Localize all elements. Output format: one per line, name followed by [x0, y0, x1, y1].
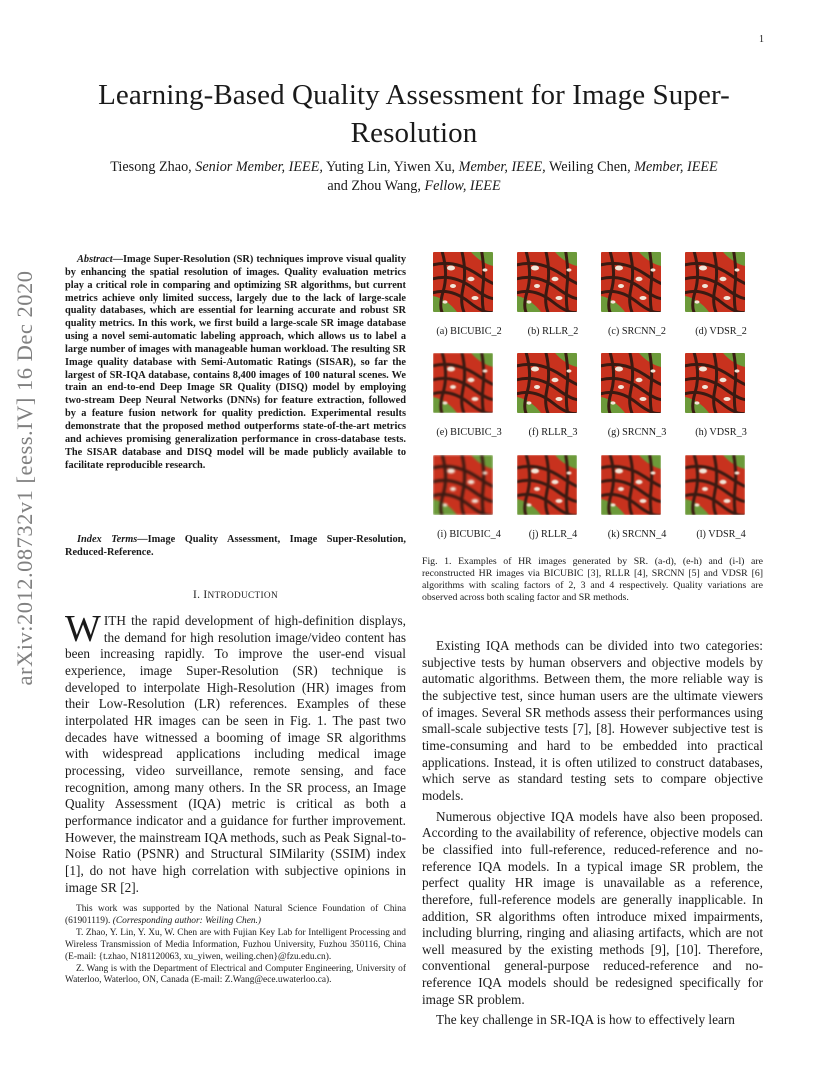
subfigure-label: (k) SRCNN_4: [607, 529, 667, 540]
author-name: Yuting Lin,: [325, 159, 391, 175]
index-terms-text: —Image Quality Assessment, Image Super-Resolution, Reduced-Reference.: [65, 534, 406, 558]
butterfly-wing-image: [685, 353, 745, 413]
figure-subimage: [512, 252, 594, 337]
author-name: and Zhou Wang,: [327, 178, 421, 194]
figure-row: [428, 353, 768, 443]
figure-row: [428, 252, 768, 342]
figure-row: [428, 455, 768, 545]
figure-subimage: [428, 252, 510, 337]
butterfly-wing-image: [517, 455, 577, 515]
subfigure-label: (b) RLLR_2: [527, 326, 579, 337]
author-role: Member, IEEE: [634, 159, 718, 175]
section-title-rest: NTRODUCTION: [207, 591, 278, 601]
author-name: Tiesong Zhao,: [110, 159, 192, 175]
figure-subimage: [596, 353, 678, 438]
page-number: 1: [759, 34, 764, 45]
paragraph: Existing IQA methods can be divided into two categories: subjective tests by human observers and objective models by automatic algorithms. Between them, the more reliable way is the subjective test, since human users are the ultimate viewers of images. Several SR methods assess their performances using small-scale subjective tests [7], [8]. However subjective test is time-consuming and hard to be embedded into practical applications. Instead, it is often utilized to construct databases, which serve as standard testing sets to compare objective models.: [422, 638, 763, 803]
index-terms-label: Index Terms: [77, 534, 138, 545]
butterfly-wing-image: [517, 252, 577, 312]
figure-subimage: [512, 353, 594, 438]
butterfly-wing-image: [601, 353, 661, 413]
author-name: Yiwen Xu,: [393, 159, 456, 175]
subfigure-label: (h) VDSR_3: [695, 427, 747, 438]
butterfly-wing-image: [433, 353, 493, 413]
butterfly-wing-image: [601, 455, 661, 515]
paper-title: Learning-Based Quality Assessment for Image Super-Resolution: [98, 79, 730, 149]
butterfly-wing-image: [601, 252, 661, 312]
footnote-affiliation-1: T. Zhao, Y. Lin, Y. Xu, W. Chen are with Fujian Key Lab for Intelligent Processing and Wireless Transmission of Media Information, Fuzhou University, Fuzhou 350116, China (E-mail: {t.zhao, N181120063, xu_yiwen, weiling.chen}@fzu.edu.cn).: [65, 927, 406, 962]
author-role: Senior Member, IEEE,: [195, 159, 323, 175]
subfigure-label: (i) BICUBIC_4: [437, 529, 501, 540]
abstract: [65, 254, 406, 472]
arxiv-stamp: [2, 270, 48, 686]
author-list: [60, 158, 768, 196]
figure-subimage: [680, 252, 762, 337]
abstract-label: Abstract: [77, 254, 113, 265]
paragraph: Numerous objective IQA models have also been proposed. According to the availability of reference, objective models can be classified into full-reference, reduced-reference and no-reference IQA models. In a typical image SR problem, the perfect quality HR image is unavailable as a reference, therefore, full-reference models are generally inapplicable. In addition, SR algorithms often introduce mixed impairments, including blurring, ringing and aliasing artifacts, which are not well measured by the existing methods [9], [10]. Therefore, conventional general-purpose reduced-reference and no-reference IQA models should be redesigned specifically for image SR problem.: [422, 808, 763, 1007]
footnotes: [65, 904, 406, 987]
butterfly-wing-image: [685, 455, 745, 515]
figure-subimage: [428, 353, 510, 438]
subfigure-label: (l) VDSR_4: [696, 529, 746, 540]
section-heading: [65, 589, 406, 601]
subfigure-label: (g) SRCNN_3: [607, 427, 667, 438]
figure-subimage: [680, 353, 762, 438]
subfigure-label: (f) RLLR_3: [528, 427, 578, 438]
figure-1: [428, 252, 768, 548]
footnote-funding-text: This work was supported by the National Natural Science Foundation of China (61901119).: [65, 904, 406, 926]
figure-subimage: [680, 455, 762, 540]
arxiv-id-text: arXiv:2012.08732v1 [eess.IV] 16 Dec 2020: [12, 270, 37, 686]
paragraph: The key challenge in SR-IQA is how to effectively learn: [436, 1012, 735, 1028]
author-role: Fellow, IEEE: [424, 178, 501, 194]
subfigure-label: (a) BICUBIC_2: [436, 326, 502, 337]
author-role: Member, IEEE,: [458, 159, 546, 175]
index-terms: [65, 534, 406, 560]
butterfly-wing-image: [433, 252, 493, 312]
footnote-funding: [65, 904, 406, 928]
subfigure-label: (c) SRCNN_2: [607, 326, 666, 337]
figure-subimage: [512, 455, 594, 540]
subfigure-label: (d) VDSR_2: [695, 326, 747, 337]
figure-caption: Fig. 1. Examples of HR images generated by SR. (a-d), (e-h) and (i-l) are reconstructed HR images via BICUBIC [3], RLLR [4], SRCNN [5] and VDSR [6] algorithms with scaling factors of 2, 3 and 4 respectively. Quality variations are observed across both scaling factor and SR methods.: [422, 556, 763, 603]
intro-text: ITH the rapid development of high-definition displays, the demand for high resolution image/video content has been increasing rapidly. To improve the user-end visual experience, image Super-Resolution (SR) technique is developed to interpolate High-Resolution (HR) images from their Low-Resolution (LR) references. Examples of these interpolated HR images can be seen in Fig. 1. The past two decades have witnessed a booming of image SR algorithms with widespread applications including medical image processing, video surveillance, remote sensing, and face recognition, among many others. In the SR process, an Image Quality Assessment (IQA) metric is critical as both a performance indicator and a guidance for further improvement. However, the mainstream IQA methods, such as Peak Signal-to-Noise Ratio (PSNR) and Structural SIMilarity (SSIM) index [1], do not have high correlation with subjective opinions in image SR [2].: [65, 613, 406, 895]
figure-subimage: [596, 252, 678, 337]
intro-paragraph: [65, 608, 406, 896]
section-title-initial: I: [203, 589, 208, 601]
author-name: Weiling Chen,: [549, 159, 631, 175]
abstract-text: —Image Super-Resolution (SR) techniques improve visual quality by enhancing the spatial resolution of images. Quality evaluation metrics play a critical role in comparing and optimizing SR algorithms, but current metrics achieve only limited success, largely due to the lack of large-scale quality databases, which are essential for learning accurate and robust SR quality metrics. In this work, we first build a large-scale SR image database using a novel semi-automatic labeling approach, which allows us to label a large number of images with manageable human workload. The resulting SR Image quality database with Semi-Automatic Ratings (SISAR), so far the largest of SR-IQA database, contains 8,400 images of 100 natural scenes. We train an end-to-end Deep Image SR Quality (DISQ) model by employing two-stream Deep Neural Networks (DNNs) for feature extraction, followed by a feature fusion network for quality prediction. Experimental results demonstrate that the proposed method outperforms state-of-the-art metrics and achieves promising generalization performance in cross-database tests. The SISAR database and DISQ model will be made publicly available to facilitate reproducible research.: [65, 254, 406, 471]
subfigure-label: (j) RLLR_4: [528, 529, 578, 540]
figure-subimage: [428, 455, 510, 540]
drop-cap: W: [65, 608, 101, 650]
butterfly-wing-image: [433, 455, 493, 515]
footnote-corresponding: (Corresponding author: Weiling Chen.): [112, 915, 262, 926]
section-number: I.: [193, 589, 201, 601]
subfigure-label: (e) BICUBIC_3: [436, 427, 502, 438]
butterfly-wing-image: [685, 252, 745, 312]
right-column-text: [422, 638, 763, 1033]
footnote-affiliation-2: Z. Wang is with the Department of Electrical and Computer Engineering, University of Waterloo, Waterloo, ON, Canada (E-mail: Z.Wang@ece.uwaterloo.ca).: [65, 963, 406, 986]
figure-subimage: [596, 455, 678, 540]
butterfly-wing-image: [517, 353, 577, 413]
